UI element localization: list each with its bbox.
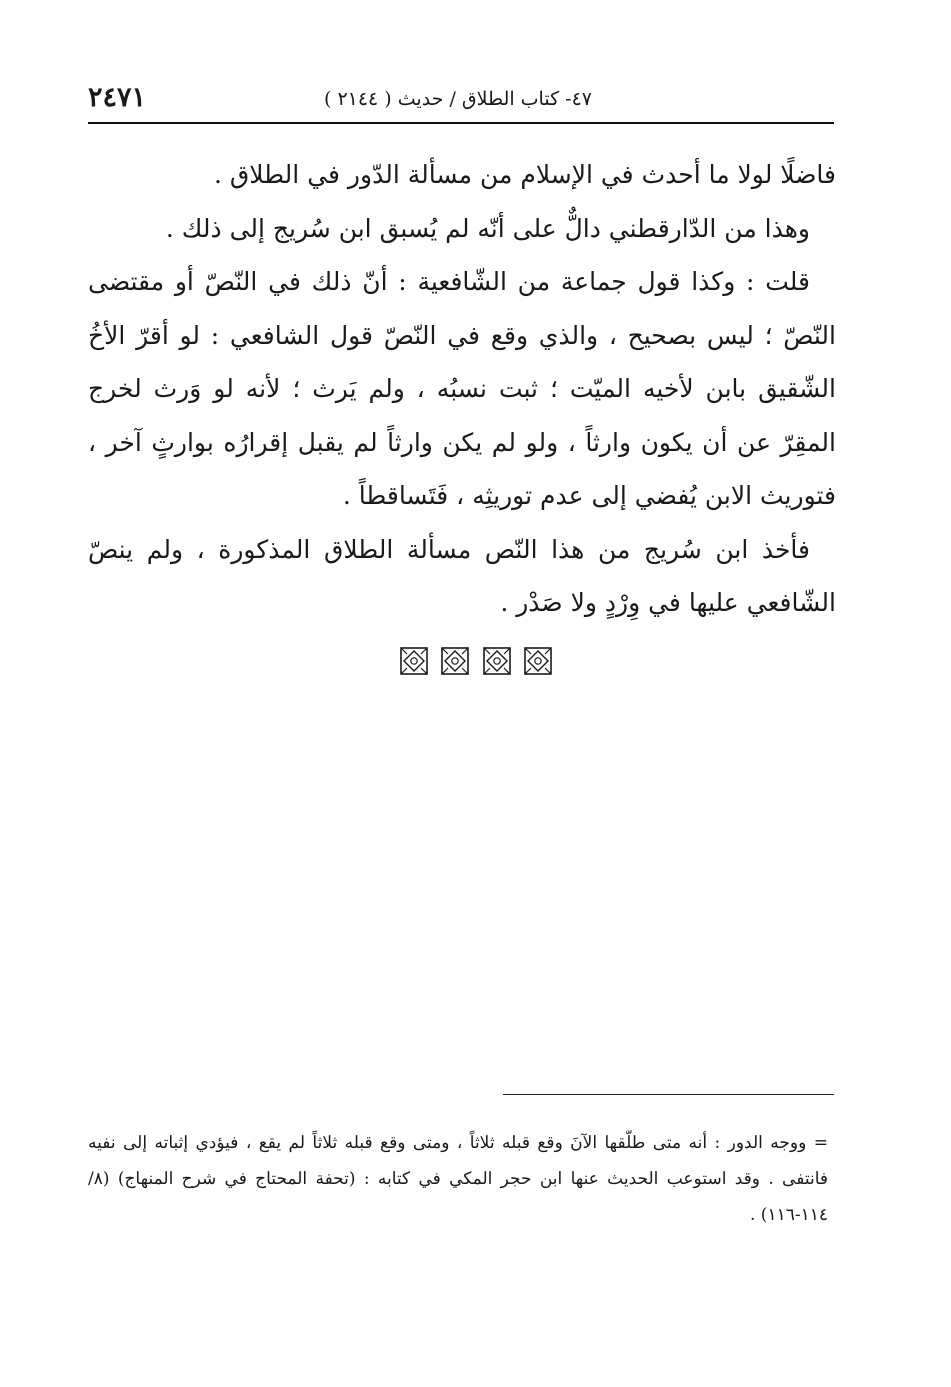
header-rule (88, 122, 834, 124)
paragraph: قلت : وكذا قول جماعة من الشّافعية : أنّ ذلك في النّصّ أو مقتضى النّصّ ؛ ليس بصحيح ، والذي وقع في النّصّ قول الشافعي : لو أقرّ الأخُ الشّقيق بابن لأخيه الميّت ؛ ثبت نسبُه ، ولم يَرث ؛ لأنه لو وَرث لخرج المقِرّ عن أن يكون وارثاً ، ولو لم يكن وارثاً لم يقبل إقرارُه بوارثٍ آخر ، فتوريث الابن يُفضي إلى عدم توريثِه ، فَتَساقطاً . (88, 267, 836, 510)
quatrefoil-ornament-icon (483, 647, 511, 675)
paragraph: فاضلًا لولا ما أحدث في الإسلام من مسألة الدّور في الطلاق . (213, 160, 836, 189)
running-head (88, 80, 832, 120)
quatrefoil-ornament-icon (400, 647, 428, 675)
running-head-title: ٤٧- كتاب الطلاق / حديث ( ٢١٤٤ ) (323, 88, 593, 110)
section-separator (400, 647, 552, 675)
quatrefoil-ornament-icon (441, 647, 469, 675)
footnote (88, 1125, 828, 1233)
main-text (88, 148, 836, 630)
page-number: ٢٤٧١ (88, 82, 147, 113)
paragraph: وهذا من الدّارقطني دالٌّ على أنّه لم يُسبق ابن سُريج إلى ذلك . (165, 213, 810, 243)
paragraph: فأخذ ابن سُريج من هذا النّص مسألة الطلاق المذكورة ، ولم ينصّ الشّافعي عليها في وِرْدٍ ولا صَدْر . (88, 534, 836, 617)
quatrefoil-ornament-icon (524, 647, 552, 675)
footnote-text: = ووجه الدور : أنه متى طلّقها الآنَ وقع قبله ثلاثاً ، ومتى وقع قبله ثلاثاً لم يقع ، فيؤدي إثباته إلى نفيه فانتفى . وقد استوعب الحديث عنها ابن حجر المكي في كتابه : (تحفة المحتاج في شرح المنهاج) (٨/ ١١٤-١١٦) . (88, 1133, 828, 1225)
footnote-rule (503, 1094, 834, 1095)
